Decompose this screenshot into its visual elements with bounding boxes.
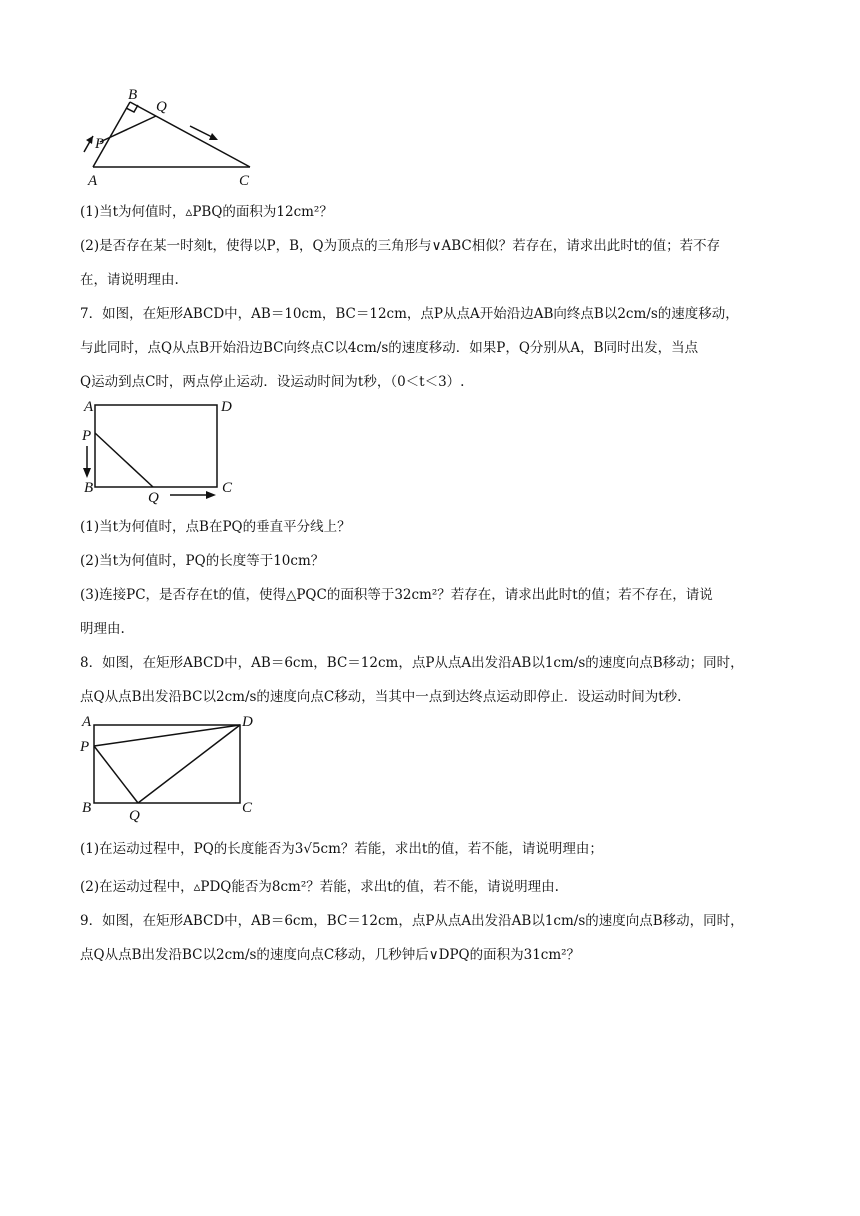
q7-part2: (2)当t为何值时，PQ的长度等于10cm？: [80, 553, 325, 569]
q6-part2-line1: (2)是否存在某一时刻t，使得以P，B，Q为顶点的三角形与∨ABC相似？若存在，请求出此时t的值；若不存: [80, 238, 721, 254]
label-C: C: [222, 480, 233, 496]
rectangle-figure-q7: [78, 394, 248, 506]
label-D: D: [242, 714, 253, 730]
q9-line1: 9．如图，在矩形ABCD中，AB＝6cm，BC＝12cm，点P从点A出发沿AB以1cm/s的速度向点B移动，同时，: [80, 913, 744, 929]
q7-part1: (1)当t为何值时，点B在PQ的垂直平分线上？: [80, 519, 351, 535]
label-A: A: [84, 399, 94, 415]
q7-part3-line1: (3)连接PC，是否存在t的值，使得△PQC的面积等于32cm²？若存在，请求出此时t的值；若不存在，请说: [80, 587, 713, 603]
label-P: P: [80, 739, 90, 755]
label-C: C: [242, 800, 253, 816]
rectangle-figure-q8: [76, 710, 266, 824]
label-Q: Q: [156, 99, 167, 115]
label-Q: Q: [129, 808, 140, 824]
q7-part3-line2: 明理由.: [80, 621, 125, 637]
q8-line2: 点Q从点B出发沿BC以2cm/s的速度向点C移动，当其中一点到达终点运动即停止．设运动时间为t秒.: [80, 689, 682, 705]
q6-part1: (1)当t为何值时，▵PBQ的面积为12cm²？: [80, 204, 333, 220]
label-A: A: [82, 714, 92, 730]
label-D: D: [221, 399, 232, 415]
label-Q: Q: [148, 490, 159, 506]
q8-line1: 8．如图，在矩形ABCD中，AB＝6cm，BC＝12cm，点P从点A出发沿AB以1cm/s的速度向点B移动；同时，: [80, 655, 744, 671]
q7-line1: 7．如图，在矩形ABCD中，AB＝10cm，BC＝12cm，点P从点A开始沿边AB向终点B以2cm/s的速度移动，: [80, 306, 739, 322]
label-A: A: [88, 173, 98, 189]
label-B: B: [82, 800, 92, 816]
label-P: P: [95, 136, 105, 152]
q7-line2: 与此同时，点Q从点B开始沿边BC向终点C以4cm/s的速度移动．如果P，Q分别从A，B同时出发，当点: [80, 340, 699, 356]
label-P: P: [82, 428, 92, 444]
label-B: B: [84, 480, 94, 496]
q8-part1: (1)在运动过程中，PQ的长度能否为3√5cm？若能，求出t的值，若不能，请说明理由；: [80, 841, 603, 857]
triangle-figure: [78, 84, 268, 190]
q8-part2: (2)在运动过程中，▵PDQ能否为8cm²？若能，求出t的值，若不能，请说明理由.: [80, 879, 559, 895]
label-B: B: [128, 87, 138, 103]
q7-line3: Q运动到点C时，两点停止运动．设运动时间为t秒，（0＜t＜3）.: [80, 374, 465, 390]
label-C: C: [239, 173, 250, 189]
q6-part2-line2: 在，请说明理由.: [80, 272, 179, 288]
q9-line2: 点Q从点B出发沿BC以2cm/s的速度向点C移动，几秒钟后∨DPQ的面积为31cm²？: [80, 947, 581, 963]
